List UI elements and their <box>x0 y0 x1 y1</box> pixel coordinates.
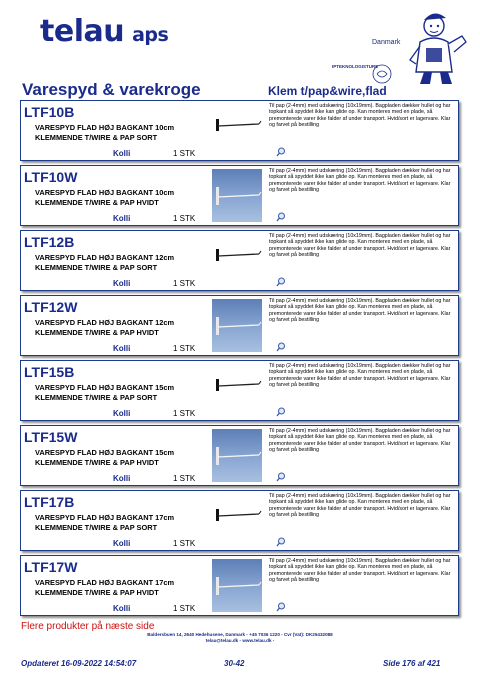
product-code[interactable]: LTF12B <box>24 234 75 250</box>
logo-suffix: aps <box>132 24 169 46</box>
product-code[interactable]: LTF15W <box>24 429 78 445</box>
quantity: 1 STK <box>173 474 196 483</box>
product-description-line2: KLEMMENDE T/WIRE & PAP SORT <box>35 263 158 272</box>
product-code[interactable]: LTF10B <box>24 104 75 120</box>
kolli-label: Kolli <box>113 344 131 353</box>
product-card[interactable] <box>20 165 459 226</box>
product-description-line1: VARESPYD FLAD HØJ BAGKANT 10cm <box>35 188 175 197</box>
company-logo <box>40 14 168 49</box>
quantity: 1 STK <box>173 344 196 353</box>
product-description-line1: VARESPYD FLAD HØJ BAGKANT 15cm <box>35 448 175 457</box>
product-details: Til pap (2-4mm) med udskæring (10x19mm). Bagpladen dækker hullet og har topkant så spyddet ikke kan glide op. Kan monteres med en plade, så premonterede varer ikke falder af under transport. Hvid/sort er lagervare. Klar og farvet på bestilling <box>269 103 451 128</box>
product-details: Til pap (2-4mm) med udskæring (10x19mm). Bagpladen dækker hullet og har topkant så spyddet ikke kan glide op. Kan monteres med en plade, så premonterede varer ikke falder af under transport. Hvid/sort er lagervare. Klar og farvet på bestilling <box>269 298 451 323</box>
kolli-label: Kolli <box>113 149 131 158</box>
kolli-label: Kolli <box>113 474 131 483</box>
product-description-line2: KLEMMENDE T/WIRE & PAP SORT <box>35 393 158 402</box>
product-description-line2: KLEMMENDE T/WIRE & PAP SORT <box>35 133 158 142</box>
product-card[interactable] <box>20 295 459 356</box>
product-details: Til pap (2-4mm) med udskæring (10x19mm). Bagpladen dækker hullet og har topkant så spyddet ikke kan glide op. Kan monteres med en plade, så premonterede varer ikke falder af under transport. Hvid/sort er lagervare. Klar og farvet på bestilling <box>269 233 451 258</box>
logo-main: telau <box>40 14 125 49</box>
quantity: 1 STK <box>173 604 196 613</box>
page-range: 30-42 <box>224 659 245 668</box>
mascot-illustration <box>404 8 470 86</box>
product-description-line2: KLEMMENDE T/WIRE & PAP HVIDT <box>35 328 159 337</box>
magnifier-icon[interactable] <box>276 147 286 157</box>
address-line: Baldersbuen 14, 2640 Hedehusene, Danmark - +45 7036 1220 - Cvr (Vat): DK25432088 <box>147 632 333 637</box>
product-card[interactable] <box>20 425 459 486</box>
product-code[interactable]: LTF17B <box>24 494 75 510</box>
contact-line: telau@telau.dk - www.telau.dk - <box>205 638 275 643</box>
product-card[interactable] <box>20 360 459 421</box>
product-description-line2: KLEMMENDE T/WIRE & PAP HVIDT <box>35 458 159 467</box>
product-code[interactable]: LTF17W <box>24 559 78 575</box>
product-card[interactable] <box>20 230 459 291</box>
product-image[interactable] <box>212 299 262 352</box>
product-card[interactable] <box>20 100 459 161</box>
product-image[interactable] <box>212 494 262 547</box>
section-title: Varespyd & varekroge <box>22 80 201 99</box>
kolli-label: Kolli <box>113 539 131 548</box>
quantity: 1 STK <box>173 214 196 223</box>
quantity: 1 STK <box>173 539 196 548</box>
product-description-line1: VARESPYD FLAD HØJ BAGKANT 12cm <box>35 318 175 327</box>
updated-timestamp: Opdateret 16-09-2022 14:54:07 <box>21 659 137 668</box>
company-address <box>0 632 480 644</box>
product-details: Til pap (2-4mm) med udskæring (10x19mm). Bagpladen dækker hullet og har topkant så spyddet ikke kan glide op. Kan monteres med en plade, så premonterede varer ikke falder af under transport. Hvid/sort er lagervare. Klar og farvet på bestilling <box>269 168 451 193</box>
product-description-line1: VARESPYD FLAD HØJ BAGKANT 15cm <box>35 383 175 392</box>
product-description-line1: VARESPYD FLAD HØJ BAGKANT 10cm <box>35 123 175 132</box>
kolli-label: Kolli <box>113 279 131 288</box>
quantity: 1 STK <box>173 149 196 158</box>
product-description-line2: KLEMMENDE T/WIRE & PAP HVIDT <box>35 198 159 207</box>
magnifier-icon[interactable] <box>276 407 286 417</box>
category-subtitle: Klem t/pap&wire,flad <box>268 84 387 98</box>
product-details: Til pap (2-4mm) med udskæring (10x19mm). Bagpladen dækker hullet og har topkant så spyddet ikke kan glide op. Kan monteres med en plade, så premonterede varer ikke falder af under transport. Hvid/sort er lagervare. Klar og farvet på bestilling <box>269 428 451 453</box>
product-details: Til pap (2-4mm) med udskæring (10x19mm). Bagpladen dækker hullet og har topkant så spyddet ikke kan glide op. Kan monteres med en plade, så premonterede varer ikke falder af under transport. Hvid/sort er lagervare. Klar og farvet på bestilling <box>269 493 451 518</box>
product-description-line1: VARESPYD FLAD HØJ BAGKANT 17cm <box>35 578 175 587</box>
kolli-label: Kolli <box>113 604 131 613</box>
product-image[interactable] <box>212 559 262 612</box>
product-code[interactable]: LTF12W <box>24 299 78 315</box>
product-details: Til pap (2-4mm) med udskæring (10x19mm). Bagpladen dækker hullet og har topkant så spyddet ikke kan glide op. Kan monteres med en plade, så premonterede varer ikke falder af under transport. Hvid/sort er lagervare. Klar og farvet på bestilling <box>269 363 451 388</box>
product-image[interactable] <box>212 234 262 287</box>
product-description-line1: VARESPYD FLAD HØJ BAGKANT 12cm <box>35 253 175 262</box>
product-card[interactable] <box>20 555 459 616</box>
product-image[interactable] <box>212 429 262 482</box>
svg-text:IPTEKNOLOGISTURE: IPTEKNOLOGISTURE <box>332 64 379 69</box>
product-image[interactable] <box>212 169 262 222</box>
country-label: Danmark <box>372 39 401 46</box>
product-description-line2: KLEMMENDE T/WIRE & PAP SORT <box>35 523 158 532</box>
product-description-line2: KLEMMENDE T/WIRE & PAP HVIDT <box>35 588 159 597</box>
quantity: 1 STK <box>173 279 196 288</box>
magnifier-icon[interactable] <box>276 277 286 287</box>
product-details: Til pap (2-4mm) med udskæring (10x19mm). Bagpladen dækker hullet og har topkant så spyddet ikke kan glide op. Kan monteres med en plade, så premonterede varer ikke falder af under transport. Hvid/sort er lagervare. Klar og farvet på bestilling <box>269 558 451 583</box>
product-description-line1: VARESPYD FLAD HØJ BAGKANT 17cm <box>35 513 175 522</box>
magnifier-icon[interactable] <box>276 537 286 547</box>
kolli-label: Kolli <box>113 409 131 418</box>
magnifier-icon[interactable] <box>276 212 286 222</box>
kolli-label: Kolli <box>113 214 131 223</box>
product-card[interactable] <box>20 490 459 551</box>
quantity: 1 STK <box>173 409 196 418</box>
page-counter: Side 176 af 421 <box>383 659 441 668</box>
product-code[interactable]: LTF10W <box>24 169 78 185</box>
product-image[interactable] <box>212 104 262 157</box>
product-image[interactable] <box>212 364 262 417</box>
magnifier-icon[interactable] <box>276 472 286 482</box>
magnifier-icon[interactable] <box>276 602 286 612</box>
magnifier-icon[interactable] <box>276 342 286 352</box>
seal-logo <box>330 60 392 86</box>
more-products-notice: Flere produkter på næste side <box>21 621 155 632</box>
product-code[interactable]: LTF15B <box>24 364 75 380</box>
